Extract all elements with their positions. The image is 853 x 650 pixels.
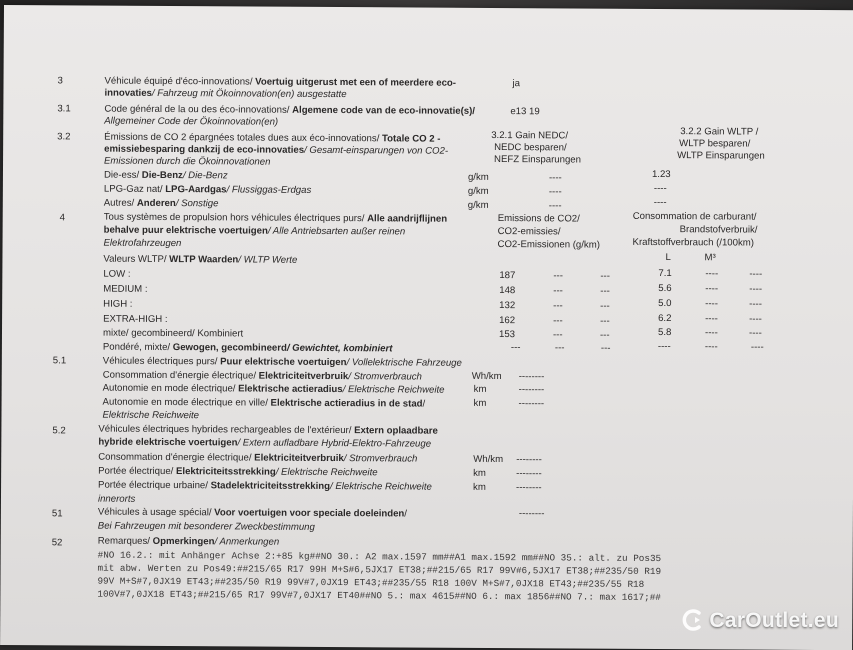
- fuel-row-label: Autres/ Anderen/ Sonstige: [103, 197, 219, 210]
- liter-value: 5.8: [657, 327, 672, 339]
- section-value: e13 19: [510, 106, 540, 118]
- section-text: behalve puur elektrische voertuigen/ Alle Antriebsarten außer reinen: [103, 224, 406, 238]
- cycle-label: EXTRA-HIGH :: [103, 313, 168, 326]
- co2-value: 187: [499, 270, 516, 282]
- section-number: 3.1: [57, 103, 71, 115]
- section-number: 5.2: [52, 425, 66, 437]
- remark-line: #NO 16.2.: mit Anhänger Achse 2:+85 kg##NO 30.: A2 max.1597 mm##A1 max.1592 mm##NO 35.: alt. zu Pos35: [97, 549, 662, 565]
- section-text: Émissions de CO 2 épargnées totales dues aux éco-innovations/ Totale CO 2 -: [104, 131, 441, 145]
- section-text: Allgemeiner Code der Ökoinnovation(en): [104, 115, 279, 128]
- dash: ---: [600, 315, 610, 327]
- dash: ---: [554, 342, 565, 354]
- unit-m3: M³: [704, 252, 716, 264]
- co2-value: 162: [499, 315, 516, 327]
- dash: ----: [705, 313, 718, 325]
- phev-row-label: Portée électrique urbaine/ Stadelektriciteitsstrekking/ Elektrische Reichweite: [98, 479, 432, 493]
- dash: ----: [749, 313, 762, 325]
- ev-value: --------: [518, 371, 545, 383]
- phev-row-label: innerorts: [97, 493, 136, 505]
- section-text: Code général de la ou des éco-innovations/ Algemene code van de eco-innovatie(s)/: [104, 103, 476, 117]
- section-text: Emissionen durch die Ökoinnovationen: [104, 155, 271, 168]
- dash: ---: [599, 329, 610, 341]
- ev-row-label: Consommation d'énergie électrique/ Elektriciteitverbruik/ Stromverbrauch: [102, 369, 422, 383]
- section-value: ja: [512, 78, 521, 90]
- wltp-header: WLTP Einsparungen: [677, 150, 765, 162]
- fuel-unit: g/km: [467, 199, 489, 211]
- ev-row-label: Autonomie en mode électrique en ville/ Elektrische actieradius in de stad/: [102, 396, 426, 410]
- dash: ---: [553, 285, 563, 297]
- ev-row-label: Elektrische Reichweite: [102, 409, 200, 422]
- co2-value: 132: [499, 300, 516, 312]
- cycle-label: HIGH :: [103, 298, 133, 310]
- dash: ---: [553, 270, 563, 282]
- phev-value: --------: [516, 454, 542, 466]
- phev-value: --------: [516, 468, 542, 480]
- phev-value: --------: [516, 482, 542, 494]
- weighted-label: Pondéré, mixte/ Gewogen, gecombineerd/ Gewichtet, kombiniert: [102, 341, 393, 355]
- section-text: Véhicules électriques hybrides rechargeables de l'extérieur/ Extern oplaadbare: [98, 423, 438, 437]
- liter-value: 7.1: [658, 268, 672, 280]
- dash: ---: [553, 315, 563, 327]
- phev-unit: Wh/km: [473, 453, 504, 466]
- dash: ----: [705, 268, 719, 280]
- section-text: Elektrofahrzeugen: [103, 237, 182, 250]
- liter-value: 6.2: [658, 313, 672, 325]
- dash: ----: [704, 327, 718, 339]
- ev-unit: Wh/km: [471, 370, 502, 383]
- liter-value: 5.0: [658, 298, 672, 310]
- phev-row-label: Portée électrique/ Elektriciteitsstrekking/ Elektrische Reichweite: [98, 465, 378, 479]
- fuel-nedc-value: ----: [548, 186, 562, 198]
- fuel-unit: g/km: [467, 185, 489, 197]
- document-sheet: [0, 5, 853, 650]
- section-text: emissiebesparing dankzij de eco-innovaties/ Gesamt-einsparungen von CO2-: [104, 143, 449, 157]
- fuel-unit: g/km: [467, 171, 489, 183]
- section-text: hybride elektrische voertuigen/ Extern aufladbare Hybrid-Elektro-Fahrzeuge: [98, 436, 432, 450]
- phev-row-label: Consommation d'énergie électrique/ Elektriciteitverbruik/ Stromverbrauch: [98, 451, 418, 465]
- section-text: Véhicules à usage spécial/ Voor voertuigen voor speciale doeleinden/: [97, 506, 408, 520]
- dash: ---: [510, 342, 521, 354]
- caroutlet-watermark: [680, 607, 839, 633]
- co2-value: 148: [499, 285, 516, 297]
- ev-row-label: Autonomie en mode électrique/ Elektrische actieradius/ Elektrische Reichweite: [102, 382, 445, 396]
- dash: ----: [705, 283, 719, 295]
- section-number: 4: [59, 212, 66, 224]
- remark-line: 99V M+S#7,0JX19 ET43;##235/50 R19 99V#7,0JX19 ET43;##235/55 R18 100V M+S#7,0JX18 ET43;##235/55 R18: [97, 575, 645, 590]
- dash: ----: [657, 341, 671, 353]
- watermark-text: CarOutlet.eu: [709, 609, 839, 632]
- section-text: Véhicule équipé d'éco-innovations/ Voertuig uitgerust met een of meerdere eco-: [104, 75, 457, 89]
- remark-line: mit abw. Werten zu Pos49:##215/65 R17 99H M+S#6,5JX17 ET38;##215/65 R17 99V#6,5JX17 ET38;##235/50 R19: [97, 562, 662, 578]
- co2-value: 153: [498, 329, 516, 341]
- fuel-nedc-value: ----: [548, 200, 562, 212]
- wltp-values-label: Valeurs WLTP/ WLTP Waarden/ WLTP Werte: [103, 253, 298, 266]
- fuel-wltp-value: ----: [653, 182, 667, 195]
- nedc-header: 3.2.1 Gain NEDC/: [491, 129, 569, 142]
- wltp-header: WLTP besparen/: [679, 138, 751, 150]
- ev-unit: km: [473, 397, 487, 409]
- section-text: Bei Fahrzeugen mit besonderer Zweckbestimmung: [97, 520, 315, 533]
- consumption-header: Kraftstoffverbrauch (/100km): [632, 236, 754, 249]
- co2-header: Emissions de CO2/: [497, 213, 580, 225]
- fuel-row-label: LPG-Gaz nat/ LPG-Aardgas/ Flussiggas-Erdgas: [103, 183, 312, 196]
- caroutlet-logo-icon: [680, 607, 706, 633]
- section-text: Tous systèmes de propulsion hors véhicules électriques purs/ Alle aandrijflijnen: [103, 211, 448, 225]
- dash: ----: [749, 283, 763, 295]
- fuel-row-label: Die-ess/ Die-Benz/ Die-Benz: [103, 169, 228, 182]
- dash: ----: [749, 268, 763, 280]
- nedc-header: NEFZ Einsparungen: [494, 153, 582, 166]
- dash: ---: [600, 300, 610, 312]
- ev-unit: km: [473, 383, 487, 395]
- consumption-header: Consommation de carburant/: [632, 210, 757, 223]
- section-number: 3: [57, 75, 63, 87]
- section-value: --------: [518, 508, 545, 520]
- dash: ----: [750, 341, 764, 353]
- fuel-nedc-value: ----: [548, 172, 562, 184]
- remark-line: 100V#7,0JX18 ET43;##215/65 R17 99V#7,0JX17 ET40##NO 5.: max 4615##NO 6.: max 1856##NO 7.: max 1617;##: [97, 588, 661, 604]
- dash: ----: [749, 298, 763, 310]
- co2-header: CO2-emissies/: [497, 226, 561, 238]
- dash: ---: [552, 329, 563, 341]
- section-text: innovaties/ Fahrzeug mit Ökoinnovation(en) ausgestatte: [104, 87, 347, 101]
- phev-unit: km: [473, 481, 486, 493]
- fuel-wltp-value: ----: [653, 196, 667, 209]
- ev-value: --------: [518, 398, 545, 410]
- dash: ----: [748, 327, 762, 339]
- dash: ---: [600, 285, 610, 297]
- cycle-label: MEDIUM :: [103, 283, 148, 295]
- phev-unit: km: [473, 467, 486, 479]
- ev-value: --------: [518, 384, 545, 396]
- dash: ---: [600, 342, 611, 354]
- dash: ----: [704, 341, 718, 353]
- wltp-header: 3.2.2 Gain WLTP /: [680, 126, 759, 138]
- section-number: 52: [51, 537, 63, 549]
- cycle-label: LOW :: [103, 268, 131, 280]
- section-text: Véhicules électriques purs/ Puur elektrische voertuigen/ Vollelektrische Fahrzeuge: [102, 355, 462, 369]
- section-number: 5.1: [52, 355, 67, 367]
- liter-value: 5.6: [658, 283, 672, 295]
- cycle-label: mixte/ gecombineerd/ Kombiniert: [102, 327, 244, 340]
- dash: ----: [705, 298, 719, 310]
- co2-header: CO2-Emissionen (g/km): [497, 239, 600, 251]
- consumption-header: Brandstofverbruik/: [679, 224, 758, 236]
- unit-liter: L: [665, 252, 671, 264]
- dash: ---: [553, 300, 563, 312]
- nedc-header: NEDC besparen/: [494, 141, 567, 154]
- section-number: 3.2: [57, 131, 71, 143]
- fuel-wltp-value: 1.23: [651, 168, 671, 181]
- section-number: 51: [51, 508, 63, 520]
- section-text: Remarques/ Opmerkingen/ Anmerkungen: [97, 535, 280, 548]
- dash: ---: [600, 270, 610, 282]
